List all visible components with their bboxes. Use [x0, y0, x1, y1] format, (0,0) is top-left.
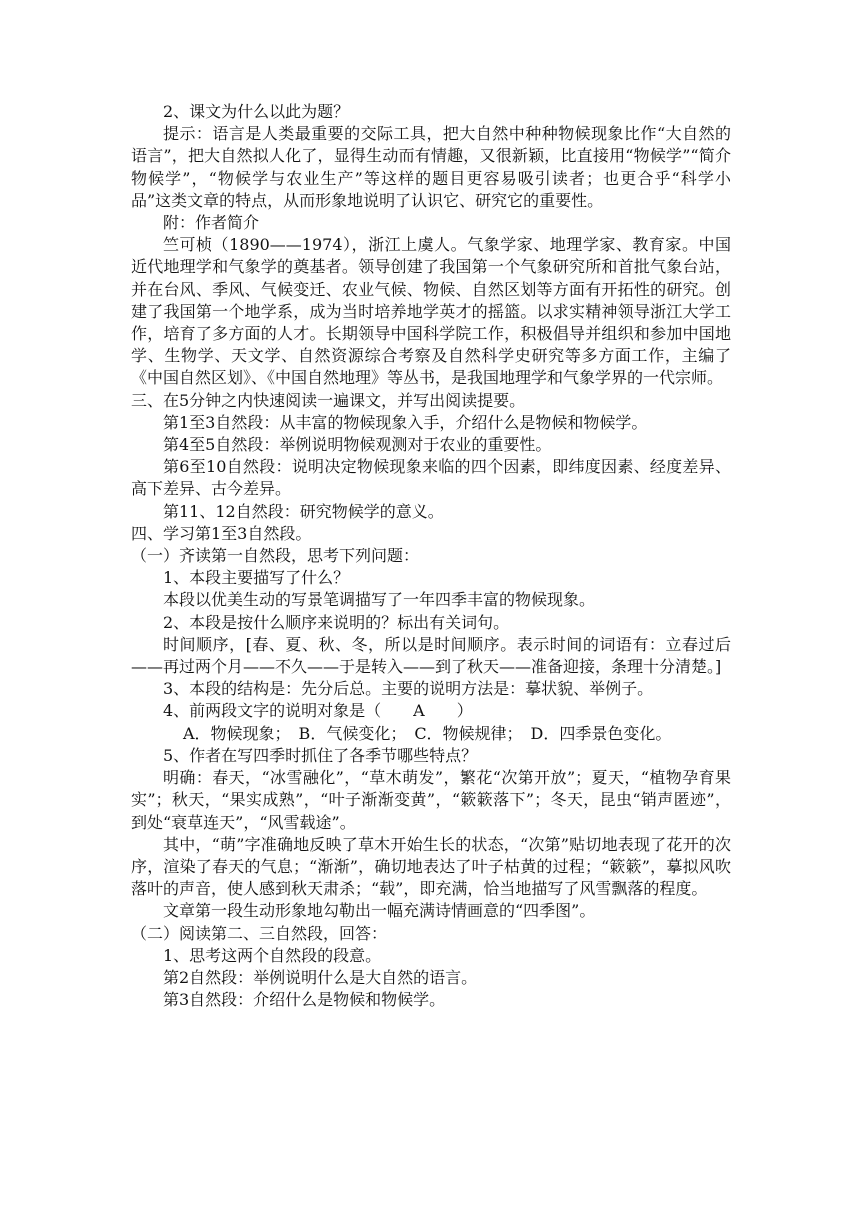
question-4: 4、前两段文字的说明对象是（ A ） [163, 701, 473, 721]
question-5: 5、作者在写四季时抓住了各季节哪些特点？ [163, 745, 478, 765]
question-3: 3、本段的结构是：先分后总。主要的说明方法是：摹状貌、举例子。 [163, 679, 654, 699]
question-2: 2、本段是按什么顺序来说明的？标出有关词句。 [163, 612, 510, 632]
outline-item-4: 第11、12自然段：研究物候学的意义。 [163, 501, 444, 521]
document-body [131, 101, 731, 1011]
subsection-2-heading: （二）阅读第二、三自然段，回答： [131, 923, 388, 943]
outline-item-3: 第6至10自然段：说明决定物候现象来临的四个因素，即纬度因素、经度差异、高下差异、古今差异。 [131, 457, 731, 499]
paragraph-2-summary: 第2自然段：举例说明什么是大自然的语言。 [163, 967, 478, 987]
subsection-1-heading: （一）齐读第一自然段，思考下列问题： [131, 546, 420, 566]
analysis-paragraph: 其中，“萌”字准确地反映了草木开始生长的状态，“次第”贴切地表现了花开的次序，渲染了春天的气息；“渐渐”，确切地表达了叶子枯黄的过程；“簌簌”，摹拟风吹落叶的声音，使人感到秋天肃杀；“载”，即充满，恰当地描写了风雪飘落的程度。 [131, 834, 731, 899]
author-intro-paragraph: 竺可桢（1890——1974），浙江上虞人。气象学家、地理学家、教育家。中国近代地理学和气象学的奠基者。领导创建了我国第一个气象研究所和首批气象台站，并在台风、季风、气候变迁、农业气候、物候、自然区划等方面有开拓性的研究。创建了我国第一个地学系，成为当时培养地学英才的摇篮。以求实精神领导浙江大学工作，培育了多方面的人才。长期领导中国科学院工作，积极倡导并组织和参加中国地学、生物学、天文学、自然资源综合考察及自然科学史研究等多方面工作，主编了《中国自然区划》、《中国自然地理》等丛书，是我国地理学和气象学界的一代宗师。 [131, 235, 731, 388]
answer-5: 明确：春天，“冰雪融化”，“草木萌发”，繁花“次第开放”；夏天，“植物孕育果实”；秋天，“果实成熟”，“叶子渐渐变黄”，“簌簌落下”；冬天，昆虫“销声匿迹”，到处“衰草连天”，“风雪载途”。 [131, 768, 731, 832]
outline-item-1: 第1至3自然段：从丰富的物候现象入手，介绍什么是物候和物候学。 [163, 412, 648, 432]
section-4-heading: 四、学习第1至3自然段。 [131, 523, 312, 543]
section-3-heading: 三、在5分钟之内快速阅读一遍课文，并写出阅读提要。 [131, 390, 526, 410]
answer-1: 本段以优美生动的写景笔调描写了一年四季丰富的物候现象。 [163, 590, 596, 610]
author-intro-heading: 附：作者简介 [163, 213, 260, 233]
question-4-options: A．物候现象； B．气候变化； C．物候规律； D．四季景色变化。 [183, 723, 672, 743]
outline-item-2: 第4至5自然段：举例说明物候观测对于农业的重要性。 [163, 435, 552, 455]
hint-paragraph: 提示：语言是人类最重要的交际工具，把大自然中种种物候现象比作“大自然的语言”，把大自然拟人化了，显得生动而有情趣，又很新颖，比直接用“物候学”“简介物候学”，“物候学与农业生产”等这样的题目更容易吸引读者；也更合乎“科学小品”这类文章的特点，从而形象地说明了认识它、研究它的重要性。 [131, 124, 731, 210]
subsection-2-question-1: 1、思考这两个自然段的段意。 [163, 945, 382, 965]
question-1: 1、本段主要描写了什么？ [163, 568, 350, 588]
summary-paragraph: 文章第一段生动形象地勾勒出一幅充满诗情画意的“四季图”。 [163, 901, 596, 921]
answer-2: 时间顺序，[春、夏、秋、冬，所以是时间顺序。表示时间的词语有：立春过后——再过两个月——不久——于是转入——到了秋天——准备迎接，条理十分清楚。] [131, 634, 731, 677]
paragraph-3-summary: 第3自然段：介绍什么是物候和物候学。 [163, 990, 446, 1010]
question-2-title: 2、课文为什么以此为题？ [163, 102, 350, 121]
